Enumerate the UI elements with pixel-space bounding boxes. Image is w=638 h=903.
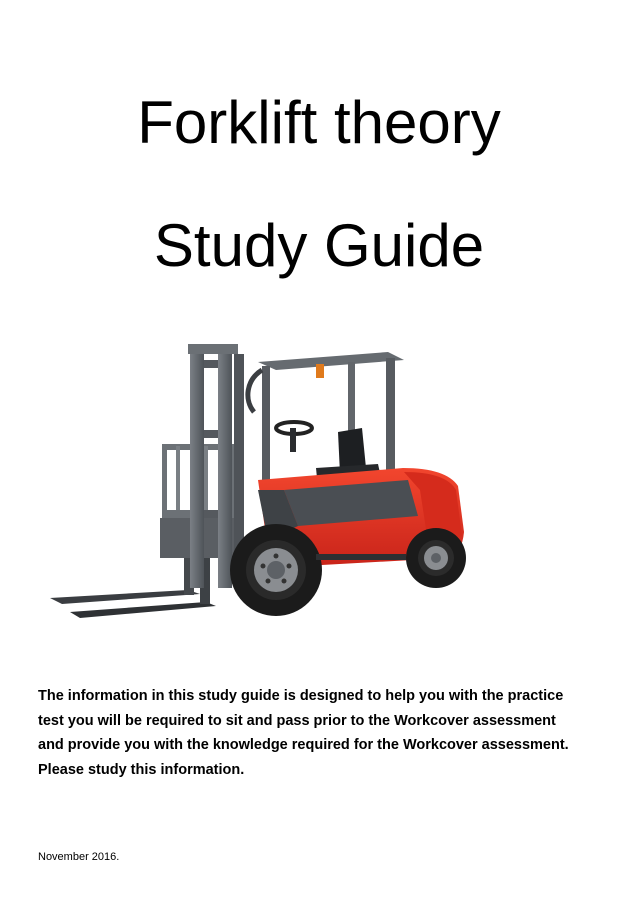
intro-paragraph (38, 684, 608, 782)
intro-line: The information in this study guide is designed to help you with the practice (38, 688, 564, 704)
title-line-1: Forklift theory (137, 89, 501, 156)
title-line-2: Study Guide (153, 212, 485, 279)
forklift-image (48, 340, 478, 622)
intro-line: and provide you with the knowledge required for the Workcover assessment. (38, 737, 569, 753)
intro-line: test you will be required to sit and pass prior to the Workcover assessment (38, 712, 556, 729)
intro-line: Please study this information. (38, 761, 245, 778)
document-date: November 2016. (38, 851, 120, 863)
